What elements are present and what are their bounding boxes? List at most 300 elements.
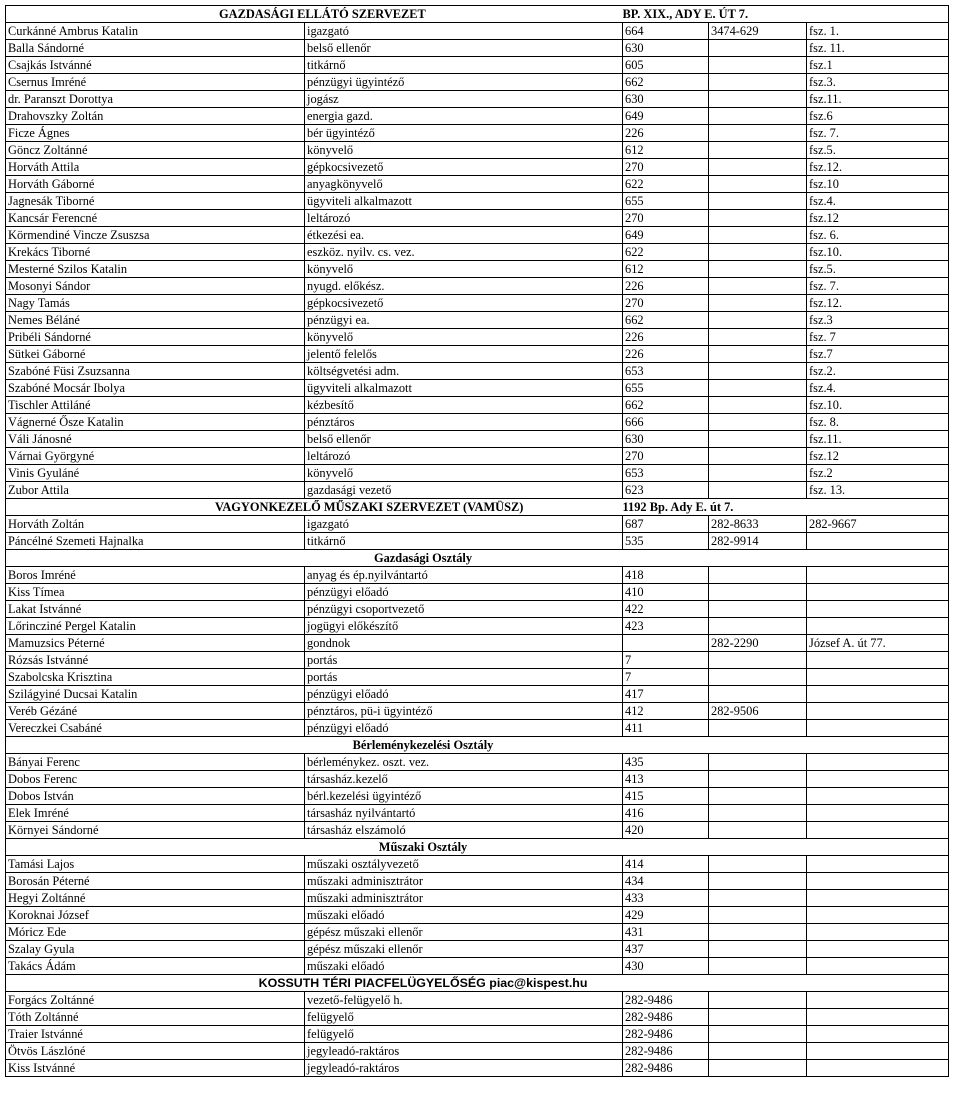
phone-cell [709, 873, 807, 890]
position-cell: gépész műszaki ellenőr [305, 941, 623, 958]
room-cell [807, 924, 949, 941]
phone-cell [709, 601, 807, 618]
subsection-title: Műszaki Osztály [6, 839, 949, 856]
room-cell: fsz. 7. [807, 125, 949, 142]
position-cell: portás [305, 669, 623, 686]
phone-cell [709, 584, 807, 601]
position-cell: portás [305, 652, 623, 669]
name-cell: Szalay Gyula [6, 941, 305, 958]
position-cell: nyugd. előkész. [305, 278, 623, 295]
extension-cell: 411 [623, 720, 709, 737]
name-cell: Vágnerné Ősze Katalin [6, 414, 305, 431]
phone-cell [709, 193, 807, 210]
extension-cell: 622 [623, 244, 709, 261]
name-cell: Szabóné Mocsár Ibolya [6, 380, 305, 397]
room-cell: fsz. 6. [807, 227, 949, 244]
phone-cell [709, 261, 807, 278]
extension-cell: 282-9486 [623, 1043, 709, 1060]
position-cell: jogügyi előkészítő [305, 618, 623, 635]
phone-cell [709, 771, 807, 788]
name-cell: Várnai Györgyné [6, 448, 305, 465]
phone-cell [709, 142, 807, 159]
name-cell: Koroknai József [6, 907, 305, 924]
room-cell: fsz.10. [807, 244, 949, 261]
room-cell [807, 669, 949, 686]
room-cell [807, 652, 949, 669]
phone-cell [709, 227, 807, 244]
table-row [6, 788, 949, 805]
table-row [6, 142, 949, 159]
phone-cell [709, 890, 807, 907]
room-cell: fsz.1 [807, 57, 949, 74]
name-cell: Környei Sándorné [6, 822, 305, 839]
position-cell: társasház elszámoló [305, 822, 623, 839]
room-cell [807, 686, 949, 703]
position-cell: pénzügyi csoportvezető [305, 601, 623, 618]
room-cell [807, 703, 949, 720]
phone-cell [709, 312, 807, 329]
position-cell: belső ellenőr [305, 431, 623, 448]
name-cell: Horváth Zoltán [6, 516, 305, 533]
phone-cell [709, 788, 807, 805]
room-cell: fsz. 11. [807, 40, 949, 57]
extension-cell: 270 [623, 295, 709, 312]
extension-cell: 423 [623, 618, 709, 635]
phone-cell [709, 618, 807, 635]
phone-cell [709, 74, 807, 91]
extension-cell: 687 [623, 516, 709, 533]
name-cell: Körmendiné Vincze Zsuszsa [6, 227, 305, 244]
position-cell: eszköz. nyilv. cs. vez. [305, 244, 623, 261]
table-row [6, 1026, 949, 1043]
table-row [6, 1043, 949, 1060]
position-cell: vezető-felügyelő h. [305, 992, 623, 1009]
name-cell: Borosán Péterné [6, 873, 305, 890]
room-cell [807, 584, 949, 601]
table-row [6, 533, 949, 550]
room-cell: József A. út 77. [807, 635, 949, 652]
phone-cell [709, 244, 807, 261]
position-cell: gépész műszaki ellenőr [305, 924, 623, 941]
extension-cell: 662 [623, 312, 709, 329]
table-row [6, 703, 949, 720]
position-cell: titkárnő [305, 533, 623, 550]
room-cell: fsz.12 [807, 448, 949, 465]
extension-cell: 630 [623, 431, 709, 448]
position-cell: anyag és ép.nyilvántartó [305, 567, 623, 584]
position-cell: műszaki adminisztrátor [305, 873, 623, 890]
position-cell: pénzügyi előadó [305, 686, 623, 703]
name-cell: Szilágyiné Ducsai Katalin [6, 686, 305, 703]
extension-cell: 417 [623, 686, 709, 703]
table-row [6, 397, 949, 414]
name-cell: Balla Sándorné [6, 40, 305, 57]
room-cell: fsz.6 [807, 108, 949, 125]
extension-cell: 7 [623, 669, 709, 686]
extension-cell: 415 [623, 788, 709, 805]
room-cell [807, 907, 949, 924]
name-cell: Curkánné Ambrus Katalin [6, 23, 305, 40]
position-cell: jelentő felelős [305, 346, 623, 363]
room-cell: fsz.11. [807, 431, 949, 448]
extension-cell: 226 [623, 125, 709, 142]
phone-cell [709, 686, 807, 703]
name-cell: Lakat Istvánné [6, 601, 305, 618]
extension-cell: 662 [623, 397, 709, 414]
name-cell: Váli Jánosné [6, 431, 305, 448]
table-row [6, 40, 949, 57]
extension-cell: 429 [623, 907, 709, 924]
room-cell [807, 533, 949, 550]
extension-cell: 535 [623, 533, 709, 550]
room-cell: fsz. 8. [807, 414, 949, 431]
room-cell: fsz.11. [807, 91, 949, 108]
room-cell: fsz.3 [807, 312, 949, 329]
extension-cell: 282-9486 [623, 1009, 709, 1026]
position-cell: jegyleadó-raktáros [305, 1043, 623, 1060]
name-cell: Hegyi Zoltánné [6, 890, 305, 907]
position-cell: igazgató [305, 516, 623, 533]
table-row [6, 805, 949, 822]
position-cell: pénzügyi ea. [305, 312, 623, 329]
extension-cell: 282-9486 [623, 1060, 709, 1077]
table-row [6, 890, 949, 907]
position-cell: felügyelő [305, 1026, 623, 1043]
section-header [6, 6, 949, 23]
name-cell: Kiss Istvánné [6, 1060, 305, 1077]
table-row [6, 431, 949, 448]
phone-cell [709, 57, 807, 74]
position-cell: műszaki osztályvezető [305, 856, 623, 873]
room-cell: fsz. 1. [807, 23, 949, 40]
position-cell: pénzügyi előadó [305, 720, 623, 737]
table-row [6, 669, 949, 686]
phone-cell [709, 924, 807, 941]
section-title: VAGYONKEZELŐ MŰSZAKI SZERVEZET (VAMÜSZ) [6, 499, 623, 516]
name-cell: Nemes Béláné [6, 312, 305, 329]
phone-cell [709, 295, 807, 312]
section-title: KOSSUTH TÉRI PIACFELÜGYELŐSÉG piac@kispest.hu [6, 975, 949, 992]
extension-cell: 410 [623, 584, 709, 601]
phone-cell [709, 465, 807, 482]
extension-cell: 664 [623, 23, 709, 40]
staff-directory-sheet [5, 5, 948, 1077]
table-row [6, 193, 949, 210]
position-cell: ügyviteli alkalmazott [305, 380, 623, 397]
table-row [6, 635, 949, 652]
name-cell: Forgács Zoltánné [6, 992, 305, 1009]
phone-cell [709, 363, 807, 380]
phone-cell [709, 1026, 807, 1043]
position-cell: műszaki adminisztrátor [305, 890, 623, 907]
extension-cell: 282-9486 [623, 992, 709, 1009]
room-cell [807, 992, 949, 1009]
subsection-header [6, 737, 949, 754]
table-row [6, 346, 949, 363]
room-cell [807, 567, 949, 584]
phone-cell [709, 567, 807, 584]
extension-cell: 270 [623, 210, 709, 227]
table-row [6, 244, 949, 261]
position-cell: pénzügyi előadó [305, 584, 623, 601]
extension-cell: 612 [623, 142, 709, 159]
table-row [6, 261, 949, 278]
table-row [6, 754, 949, 771]
table-row [6, 210, 949, 227]
room-cell: fsz.2. [807, 363, 949, 380]
table-row [6, 108, 949, 125]
section-header [6, 975, 949, 992]
table-row [6, 448, 949, 465]
extension-cell: 653 [623, 363, 709, 380]
room-cell [807, 720, 949, 737]
phone-cell: 282-9506 [709, 703, 807, 720]
room-cell [807, 958, 949, 975]
table-row [6, 1009, 949, 1026]
phone-cell: 282-2290 [709, 635, 807, 652]
table-row [6, 295, 949, 312]
extension-cell: 226 [623, 329, 709, 346]
phone-cell [709, 958, 807, 975]
position-cell: felügyelő [305, 1009, 623, 1026]
room-cell [807, 941, 949, 958]
extension-cell: 437 [623, 941, 709, 958]
room-cell [807, 1060, 949, 1077]
name-cell: Ficze Ágnes [6, 125, 305, 142]
position-cell: gépkocsivezető [305, 295, 623, 312]
phone-cell [709, 856, 807, 873]
room-cell [807, 601, 949, 618]
name-cell: Páncélné Szemeti Hajnalka [6, 533, 305, 550]
position-cell: kézbesítő [305, 397, 623, 414]
room-cell: fsz.5. [807, 142, 949, 159]
name-cell: Móricz Ede [6, 924, 305, 941]
table-row [6, 414, 949, 431]
name-cell: Rózsás Istvánné [6, 652, 305, 669]
phone-cell [709, 125, 807, 142]
phone-cell [709, 992, 807, 1009]
table-row [6, 278, 949, 295]
phone-cell [709, 414, 807, 431]
table-row [6, 159, 949, 176]
extension-cell: 270 [623, 159, 709, 176]
name-cell: Krekács Tiborné [6, 244, 305, 261]
extension-cell: 413 [623, 771, 709, 788]
extension-cell: 430 [623, 958, 709, 975]
position-cell: jegyleadó-raktáros [305, 1060, 623, 1077]
phone-cell [709, 176, 807, 193]
section-header [6, 499, 949, 516]
position-cell: pénzügyi ügyintéző [305, 74, 623, 91]
phone-cell [709, 159, 807, 176]
name-cell: Elek Imréné [6, 805, 305, 822]
extension-cell: 605 [623, 57, 709, 74]
room-cell: fsz.12. [807, 159, 949, 176]
table-row [6, 74, 949, 91]
section-address: BP. XIX., ADY E. ÚT 7. [623, 6, 949, 23]
position-cell: költségvetési adm. [305, 363, 623, 380]
name-cell: Horváth Attila [6, 159, 305, 176]
name-cell: Tamási Lajos [6, 856, 305, 873]
room-cell: fsz.3. [807, 74, 949, 91]
phone-cell: 282-8633 [709, 516, 807, 533]
position-cell: ügyviteli alkalmazott [305, 193, 623, 210]
phone-cell [709, 1043, 807, 1060]
name-cell: Tóth Zoltánné [6, 1009, 305, 1026]
table-row [6, 312, 949, 329]
name-cell: Zubor Attila [6, 482, 305, 499]
subsection-header [6, 839, 949, 856]
extension-cell: 622 [623, 176, 709, 193]
position-cell: leltározó [305, 448, 623, 465]
name-cell: Boros Imréné [6, 567, 305, 584]
phone-cell [709, 431, 807, 448]
position-cell: anyagkönyvelő [305, 176, 623, 193]
phone-cell [709, 1009, 807, 1026]
phone-cell: 282-9914 [709, 533, 807, 550]
name-cell: Szabolcska Krisztina [6, 669, 305, 686]
room-cell: fsz.7 [807, 346, 949, 363]
phone-cell [709, 380, 807, 397]
extension-cell: 282-9486 [623, 1026, 709, 1043]
room-cell [807, 754, 949, 771]
extension-cell: 416 [623, 805, 709, 822]
phone-cell: 3474-629 [709, 23, 807, 40]
phone-cell [709, 822, 807, 839]
table-row [6, 856, 949, 873]
extension-cell: 649 [623, 108, 709, 125]
extension-cell: 612 [623, 261, 709, 278]
table-row [6, 23, 949, 40]
phone-cell [709, 720, 807, 737]
name-cell: Mesterné Szilos Katalin [6, 261, 305, 278]
extension-cell: 630 [623, 91, 709, 108]
position-cell: pénztáros [305, 414, 623, 431]
name-cell: Kancsár Ferencné [6, 210, 305, 227]
room-cell: fsz. 13. [807, 482, 949, 499]
phone-cell [709, 754, 807, 771]
section-title: GAZDASÁGI ELLÁTÓ SZERVEZET [6, 6, 623, 23]
extension-cell: 662 [623, 74, 709, 91]
room-cell: fsz.12 [807, 210, 949, 227]
table-row [6, 227, 949, 244]
room-cell: 282-9667 [807, 516, 949, 533]
name-cell: Dobos István [6, 788, 305, 805]
table-row [6, 924, 949, 941]
table-row [6, 771, 949, 788]
name-cell: Jagnesák Tiborné [6, 193, 305, 210]
table-row [6, 584, 949, 601]
position-cell: energia gazd. [305, 108, 623, 125]
room-cell [807, 805, 949, 822]
table-row [6, 652, 949, 669]
name-cell: Takács Ádám [6, 958, 305, 975]
table-row [6, 125, 949, 142]
extension-cell: 226 [623, 346, 709, 363]
room-cell: fsz. 7. [807, 278, 949, 295]
position-cell: könyvelő [305, 261, 623, 278]
name-cell: Sütkei Gáborné [6, 346, 305, 363]
position-cell: műszaki előadó [305, 907, 623, 924]
name-cell: Horváth Gáborné [6, 176, 305, 193]
staff-directory-table [5, 5, 949, 1077]
phone-cell [709, 397, 807, 414]
table-row [6, 992, 949, 1009]
table-row [6, 176, 949, 193]
position-cell: műszaki előadó [305, 958, 623, 975]
table-row [6, 720, 949, 737]
position-cell: társasház.kezelő [305, 771, 623, 788]
extension-cell: 412 [623, 703, 709, 720]
room-cell [807, 873, 949, 890]
room-cell [807, 822, 949, 839]
subsection-header [6, 550, 949, 567]
extension-cell: 630 [623, 40, 709, 57]
position-cell: társasház nyilvántartó [305, 805, 623, 822]
name-cell: Lőrincziné Pergel Katalin [6, 618, 305, 635]
phone-cell [709, 805, 807, 822]
name-cell: Tischler Attiláné [6, 397, 305, 414]
room-cell [807, 890, 949, 907]
extension-cell: 7 [623, 652, 709, 669]
name-cell: Pribéli Sándorné [6, 329, 305, 346]
name-cell: Vinis Gyuláné [6, 465, 305, 482]
extension-cell: 666 [623, 414, 709, 431]
phone-cell [709, 91, 807, 108]
phone-cell [709, 346, 807, 363]
extension-cell: 623 [623, 482, 709, 499]
name-cell: Göncz Zoltánné [6, 142, 305, 159]
name-cell: Traier Istvánné [6, 1026, 305, 1043]
extension-cell: 422 [623, 601, 709, 618]
room-cell [807, 618, 949, 635]
extension-cell: 414 [623, 856, 709, 873]
position-cell: könyvelő [305, 329, 623, 346]
subsection-title: Gazdasági Osztály [6, 550, 949, 567]
table-row [6, 57, 949, 74]
table-row [6, 465, 949, 482]
position-cell: gondnok [305, 635, 623, 652]
table-row [6, 516, 949, 533]
section-address: 1192 Bp. Ady E. út 7. [623, 499, 949, 516]
name-cell: Dobos Ferenc [6, 771, 305, 788]
position-cell: igazgató [305, 23, 623, 40]
position-cell: könyvelő [305, 142, 623, 159]
extension-cell: 418 [623, 567, 709, 584]
extension-cell: 420 [623, 822, 709, 839]
name-cell: Bányai Ferenc [6, 754, 305, 771]
room-cell: fsz.2 [807, 465, 949, 482]
name-cell: Csajkás Istvánné [6, 57, 305, 74]
room-cell: fsz.10 [807, 176, 949, 193]
phone-cell [709, 108, 807, 125]
name-cell: Drahovszky Zoltán [6, 108, 305, 125]
table-row [6, 482, 949, 499]
position-cell: titkárnő [305, 57, 623, 74]
table-row [6, 363, 949, 380]
table-row [6, 567, 949, 584]
extension-cell: 649 [623, 227, 709, 244]
position-cell: bérl.kezelési ügyintéző [305, 788, 623, 805]
table-row [6, 91, 949, 108]
room-cell: fsz.4. [807, 380, 949, 397]
name-cell: Csernus Imréné [6, 74, 305, 91]
name-cell: dr. Paranszt Dorottya [6, 91, 305, 108]
phone-cell [709, 652, 807, 669]
position-cell: gazdasági vezető [305, 482, 623, 499]
position-cell: pénztáros, pü-i ügyintéző [305, 703, 623, 720]
phone-cell [709, 40, 807, 57]
